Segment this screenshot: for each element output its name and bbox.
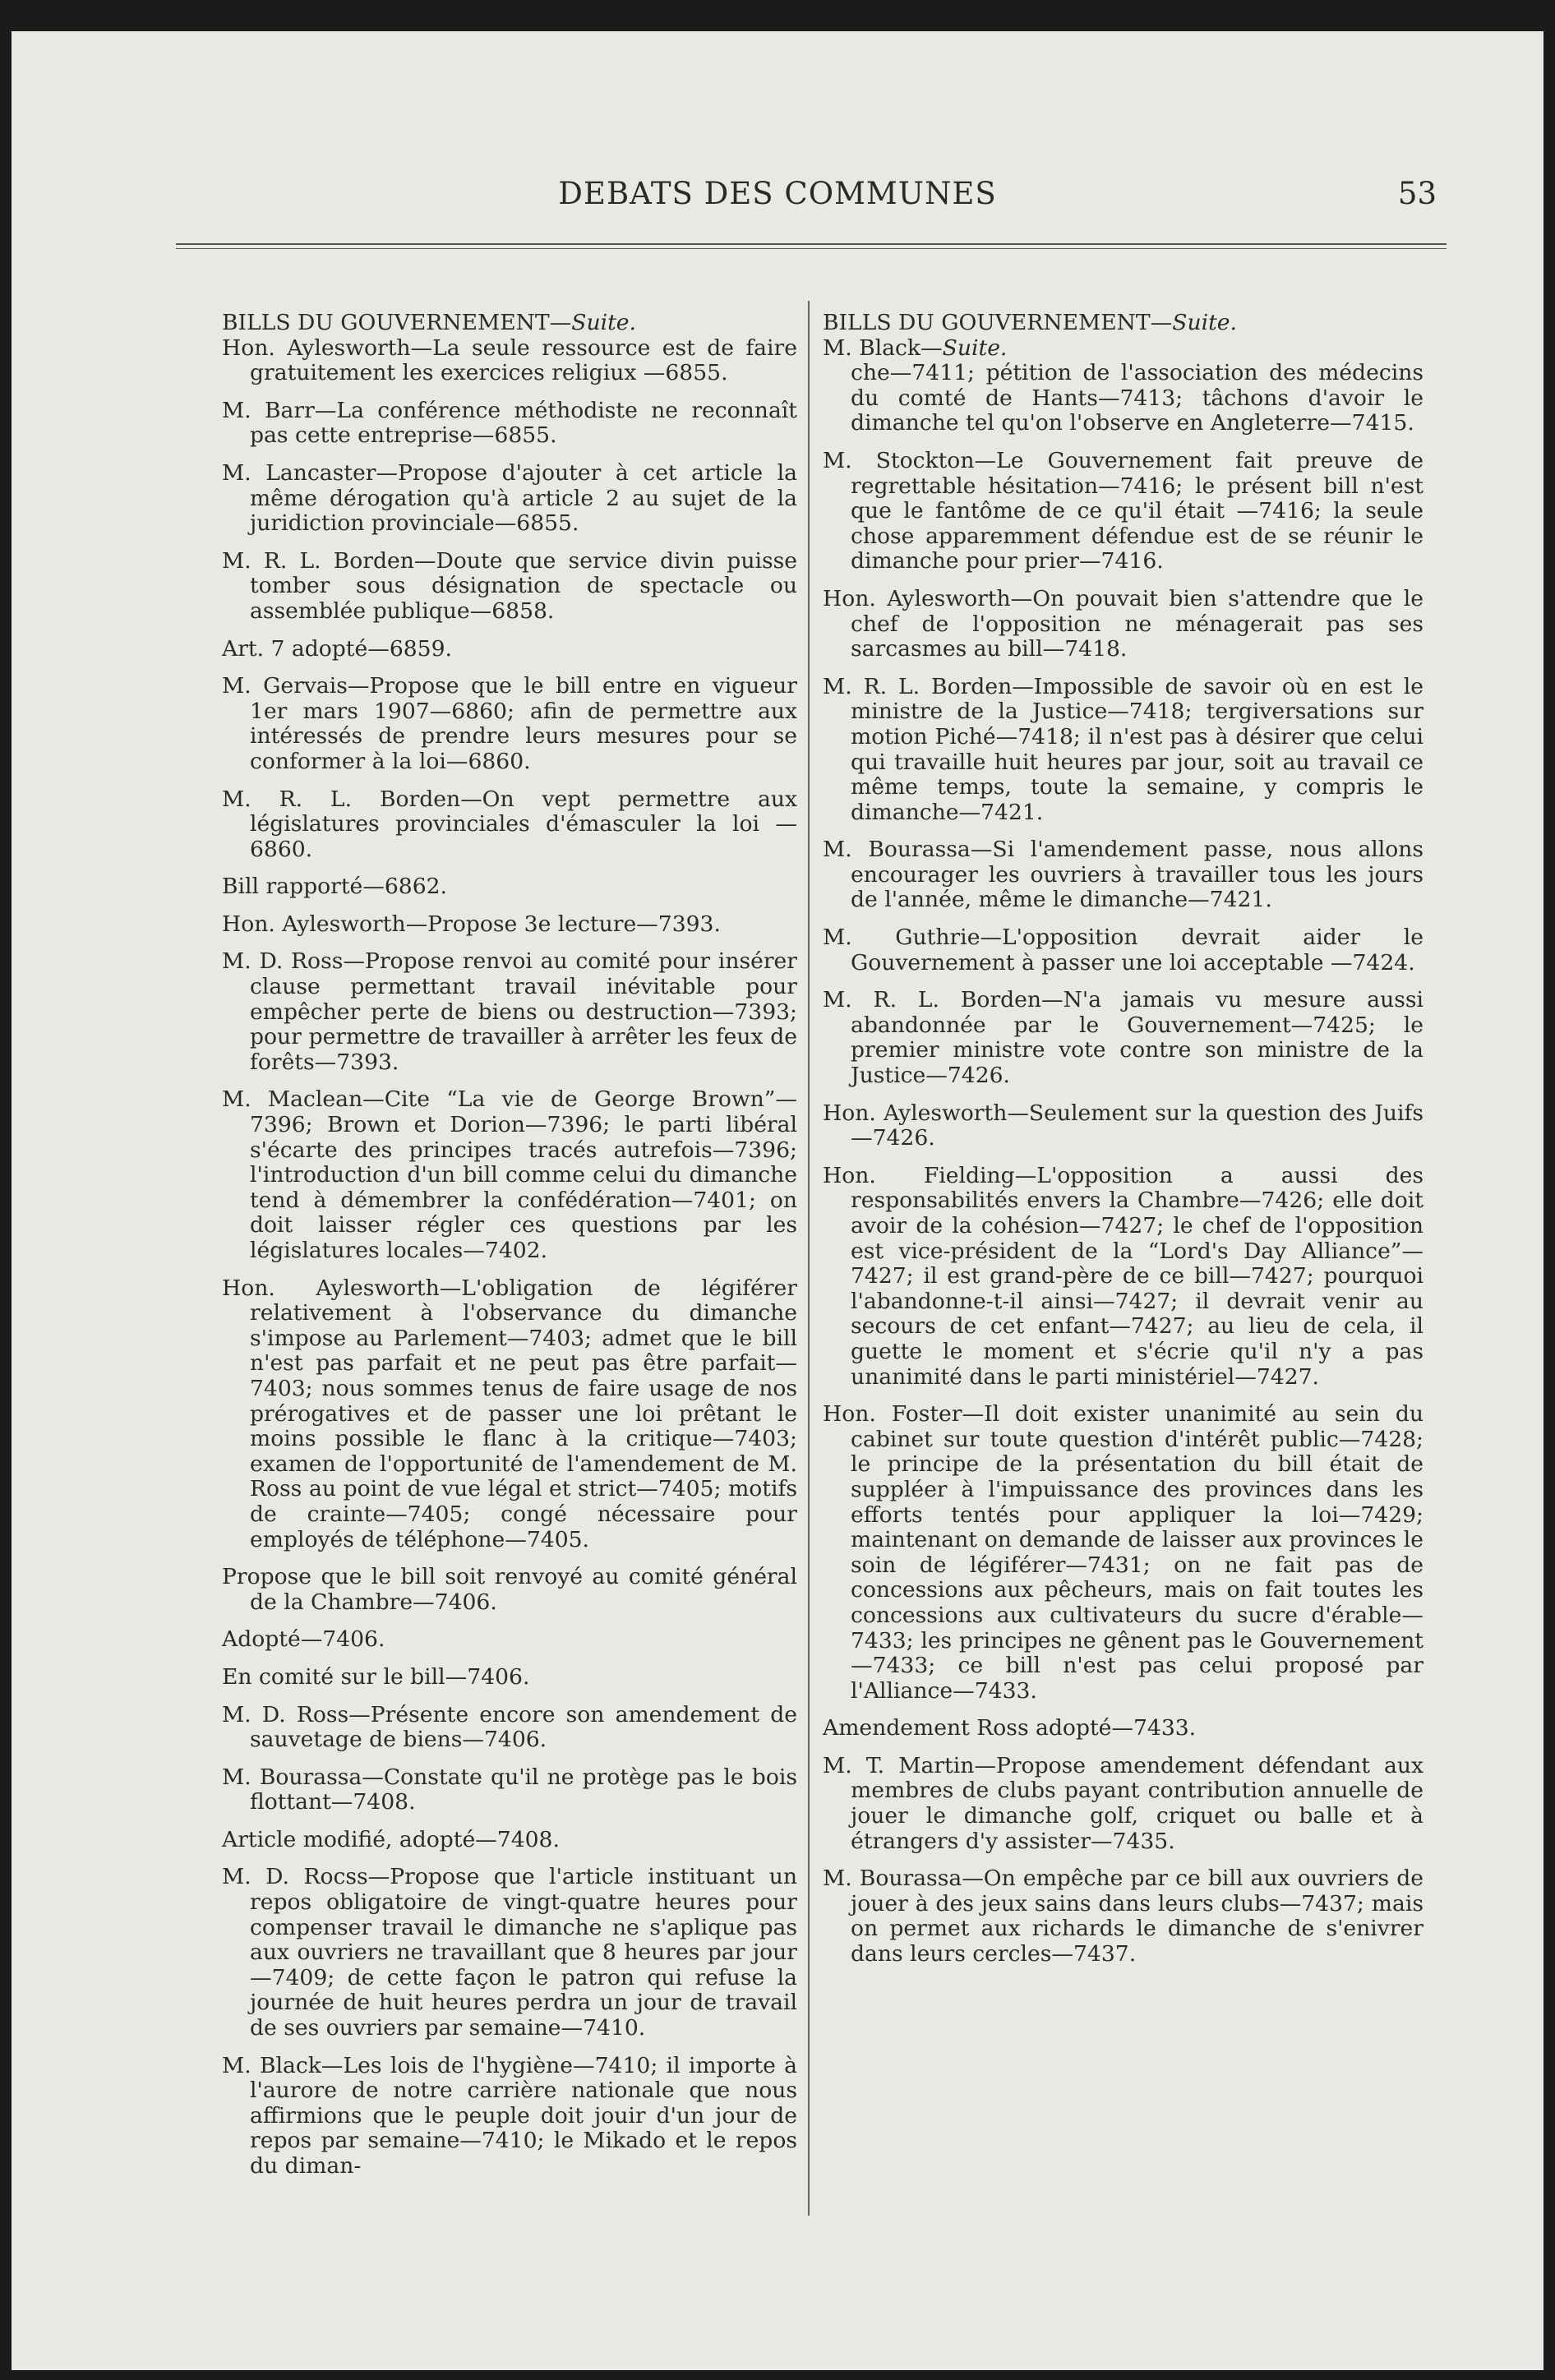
index-entry: M. Stockton—Le Gouvernement fait preuve de regrettable hésitation—7416; le présent bill n'est que le fantôme de ce qu'il était —7416; la seule chose apparemment défendue est de se réunir le dimanche pour prier—7416. [823, 447, 1423, 574]
index-entry: Bill rapporté—6862. [222, 874, 448, 900]
index-entry: M. R. L. Borden—N'a jamais vu mesure aussi abandonnée par le Gouvernement—7425; le premier ministre vote contre son ministre de la Justice—7426. [823, 987, 1423, 1089]
continued-entry-heading [823, 336, 1423, 362]
index-entry: M. Lancaster—Propose d'ajouter à cet article la même dérogation qu'à article 2 au sujet de la juridiction provinciale—6855. [222, 459, 797, 537]
index-entry: M. D. Rocss—Propose que l'article instituant un repos obligatoire de vingt-quatre heures pour compenser travail le dimanche ne s'aplique pas aux ouvriers ne travaillant que 8 heures par jour—7409; de cette façon le patron qui refuse la journée de huit heures perdra un jour de travail de ses ouvriers par semaine—7410. [222, 1864, 797, 2041]
index-entry: Propose que le bill soit renvoyé au comité général de la Chambre—7406. [222, 1564, 797, 1615]
heading-text: BILLS DU GOUVERNEMENT— [823, 310, 1173, 335]
header-rule [176, 243, 1447, 249]
page-number: 53 [1397, 176, 1437, 211]
index-entry: Hon. Aylesworth—L'obligation de légiférer relativement à l'observance du dimanche s'impose au Parlement—7403; admet que le bill n'est pas parfait et ne peut pas être parfait—7403; nous sommes tenus de faire usage de nos prérogatives et de passer une loi prêtant le moins possible le flanc à la critique—7403; examen de l'opportunité de l'amendement de M. Ross au point de vue légal et strict—7405; motifs de crainte—7405; congé nécessaire pour employés de téléphone—7405. [222, 1275, 797, 1552]
running-title: DEBATS DES COMMUNES [558, 176, 997, 211]
index-entry: En comité sur le bill—7406. [222, 1663, 530, 1690]
index-entry: M. Bourassa—Si l'amendement passe, nous allons encourager les ouvriers à travailler tous les jours de l'année, même le dimanche—7421. [823, 837, 1423, 913]
column-divider [808, 301, 810, 2216]
index-entry: Adopté—7406. [222, 1626, 385, 1653]
index-entry: Hon. Fielding—L'opposition a aussi des responsabilités envers la Chambre—7426; elle doit avoir de la cohésion—7427; le chef de l'opposition est vice-président de la “Lord's Day Alliance”—7427; il est grand-père de ce bill—7427; pourquoi l'abandonne-t-il ainsi—7427; il devrait venir au secours de cet enfant—7427; au lieu de cela, il guette le moment et s'écrie qu'il n'y a pas unanimité dans le parti ministériel—7427. [823, 1162, 1423, 1390]
suite-label: Suite. [942, 334, 1008, 361]
left-column [222, 311, 797, 2192]
index-entry: M. D. Ross—Propose renvoi au comité pour insérer clause permettant travail inévitable pour empêcher perte de biens ou destruction—7393; pour permettre de travailler à arrêter les feux de forêts—7393. [222, 948, 797, 1075]
index-entry: M. Barr—La conférence méthodiste ne reconnaît pas cette entreprise—6855. [222, 397, 797, 449]
right-column [823, 311, 1423, 1980]
heading-suite: Suite. [571, 310, 636, 335]
index-entry: M. Black—Les lois de l'hygiène—7410; il importe à l'aurore de notre carrière nationale que nous affirmions que le peuple doit jouir d'un jour de repos par semaine—7410; le Mikado et le repos du diman- [222, 2052, 797, 2179]
index-entry: M. D. Ross—Présente encore son amendement de sauvetage de biens—7406. [222, 1701, 797, 1753]
index-entry: M. Bourassa—Constate qu'il ne protège pas le bois flottant—7408. [222, 1764, 797, 1815]
index-entry: M. Maclean—Cite “La vie de George Brown”—7396; Brown et Dorion—7396; le parti libéral s'écarte des principes tracés autrefois—7396; l'introduction d'un bill comme celui du dimanche tend à démembrer la confédération—7401; on doit laisser régler ces questions par les législatures locales—7402. [222, 1086, 797, 1263]
section-heading [823, 311, 1423, 336]
heading-text: BILLS DU GOUVERNEMENT— [222, 310, 572, 335]
index-entry: Hon. Aylesworth—Seulement sur la question des Juifs—7426. [823, 1100, 1423, 1151]
index-entry: M. R. L. Borden—On vept permettre aux législatures provinciales d'émasculer la loi —6860. [222, 786, 797, 862]
index-entry: Hon. Aylesworth—Propose 3e lecture—7393. [222, 911, 721, 937]
index-entry: Hon. Aylesworth—On pouvait bien s'attendre que le chef de l'opposition ne ménagerait pas ses sarcasmes au bill—7418. [823, 585, 1423, 662]
index-entry: M. Gervais—Propose que le bill entre en vigueur 1er mars 1907—6860; afin de permettre aux intéressés de prendre leurs mesures pour se conformer à la loi—6860. [222, 673, 797, 774]
index-entry: Hon. Aylesworth—La seule ressource est de faire gratuitement les exercices religiux —6855. [222, 334, 797, 386]
index-entry: Amendement Ross adopté—7433. [823, 1715, 1197, 1741]
speaker-name: M. Black— [823, 334, 943, 361]
index-entry: M. Guthrie—L'opposition devrait aider le Gouvernement à passer une loi acceptable —7424. [823, 925, 1423, 976]
page-header [12, 176, 1543, 228]
index-entry: Hon. Foster—Il doit exister unanimité au sein du cabinet sur toute question d'intérêt public—7428; le principe de la présentation du bill était de suppléer à l'impuissance des provinces dans les efforts tentés pour appliquer la loi—7429; maintenant on demande de laisser aux provinces le soin de légiférer—7431; on ne fait pas de concessions aux pêcheurs, mais on fait toutes les concessions aux cultivateurs du sucre d'érable—7433; les principes ne gênent pas le Gouvernement —7433; ce bill n'est pas celui proposé par l'Alliance—7433. [823, 1401, 1423, 1704]
document-page [12, 31, 1543, 2370]
index-entry: M. T. Martin—Propose amendement défendant aux membres de clubs payant contribution annuelle de jouer le dimanche golf, criquet ou balle et à étrangers d'y assister—7435. [823, 1752, 1423, 1854]
index-entry: Art. 7 adopté—6859. [222, 635, 452, 662]
index-entry: M. R. L. Borden—Impossible de savoir où en est le ministre de la Justice—7418; tergiversations sur motion Piché—7418; il n'est pas à désirer que celui qui travaille huit heures par jour, soit au travail ce même temps, toute la semaine, y compris le dimanche—7421. [823, 673, 1423, 825]
index-entry: M. R. L. Borden—Doute que service divin puisse tomber sous désignation de spectacle ou assemblée publique—6858. [222, 547, 797, 624]
section-heading [222, 311, 797, 336]
index-entry: Article modifié, adopté—7408. [222, 1826, 560, 1852]
continued-entry-text: che—7411; pétition de l'association des médecins du comté de Hants—7413; tâchons d'avoir le dimanche tel qu'on l'observe en Angleterre—7415. [851, 360, 1423, 436]
heading-suite: Suite. [1172, 310, 1237, 335]
index-entry: M. Bourassa—On empêche par ce bill aux ouvriers de jouer à des jeux sains dans leurs clubs—7437; mais on permet aux richards le dimanche de s'enivrer dans leurs cercles—7437. [823, 1866, 1423, 1967]
